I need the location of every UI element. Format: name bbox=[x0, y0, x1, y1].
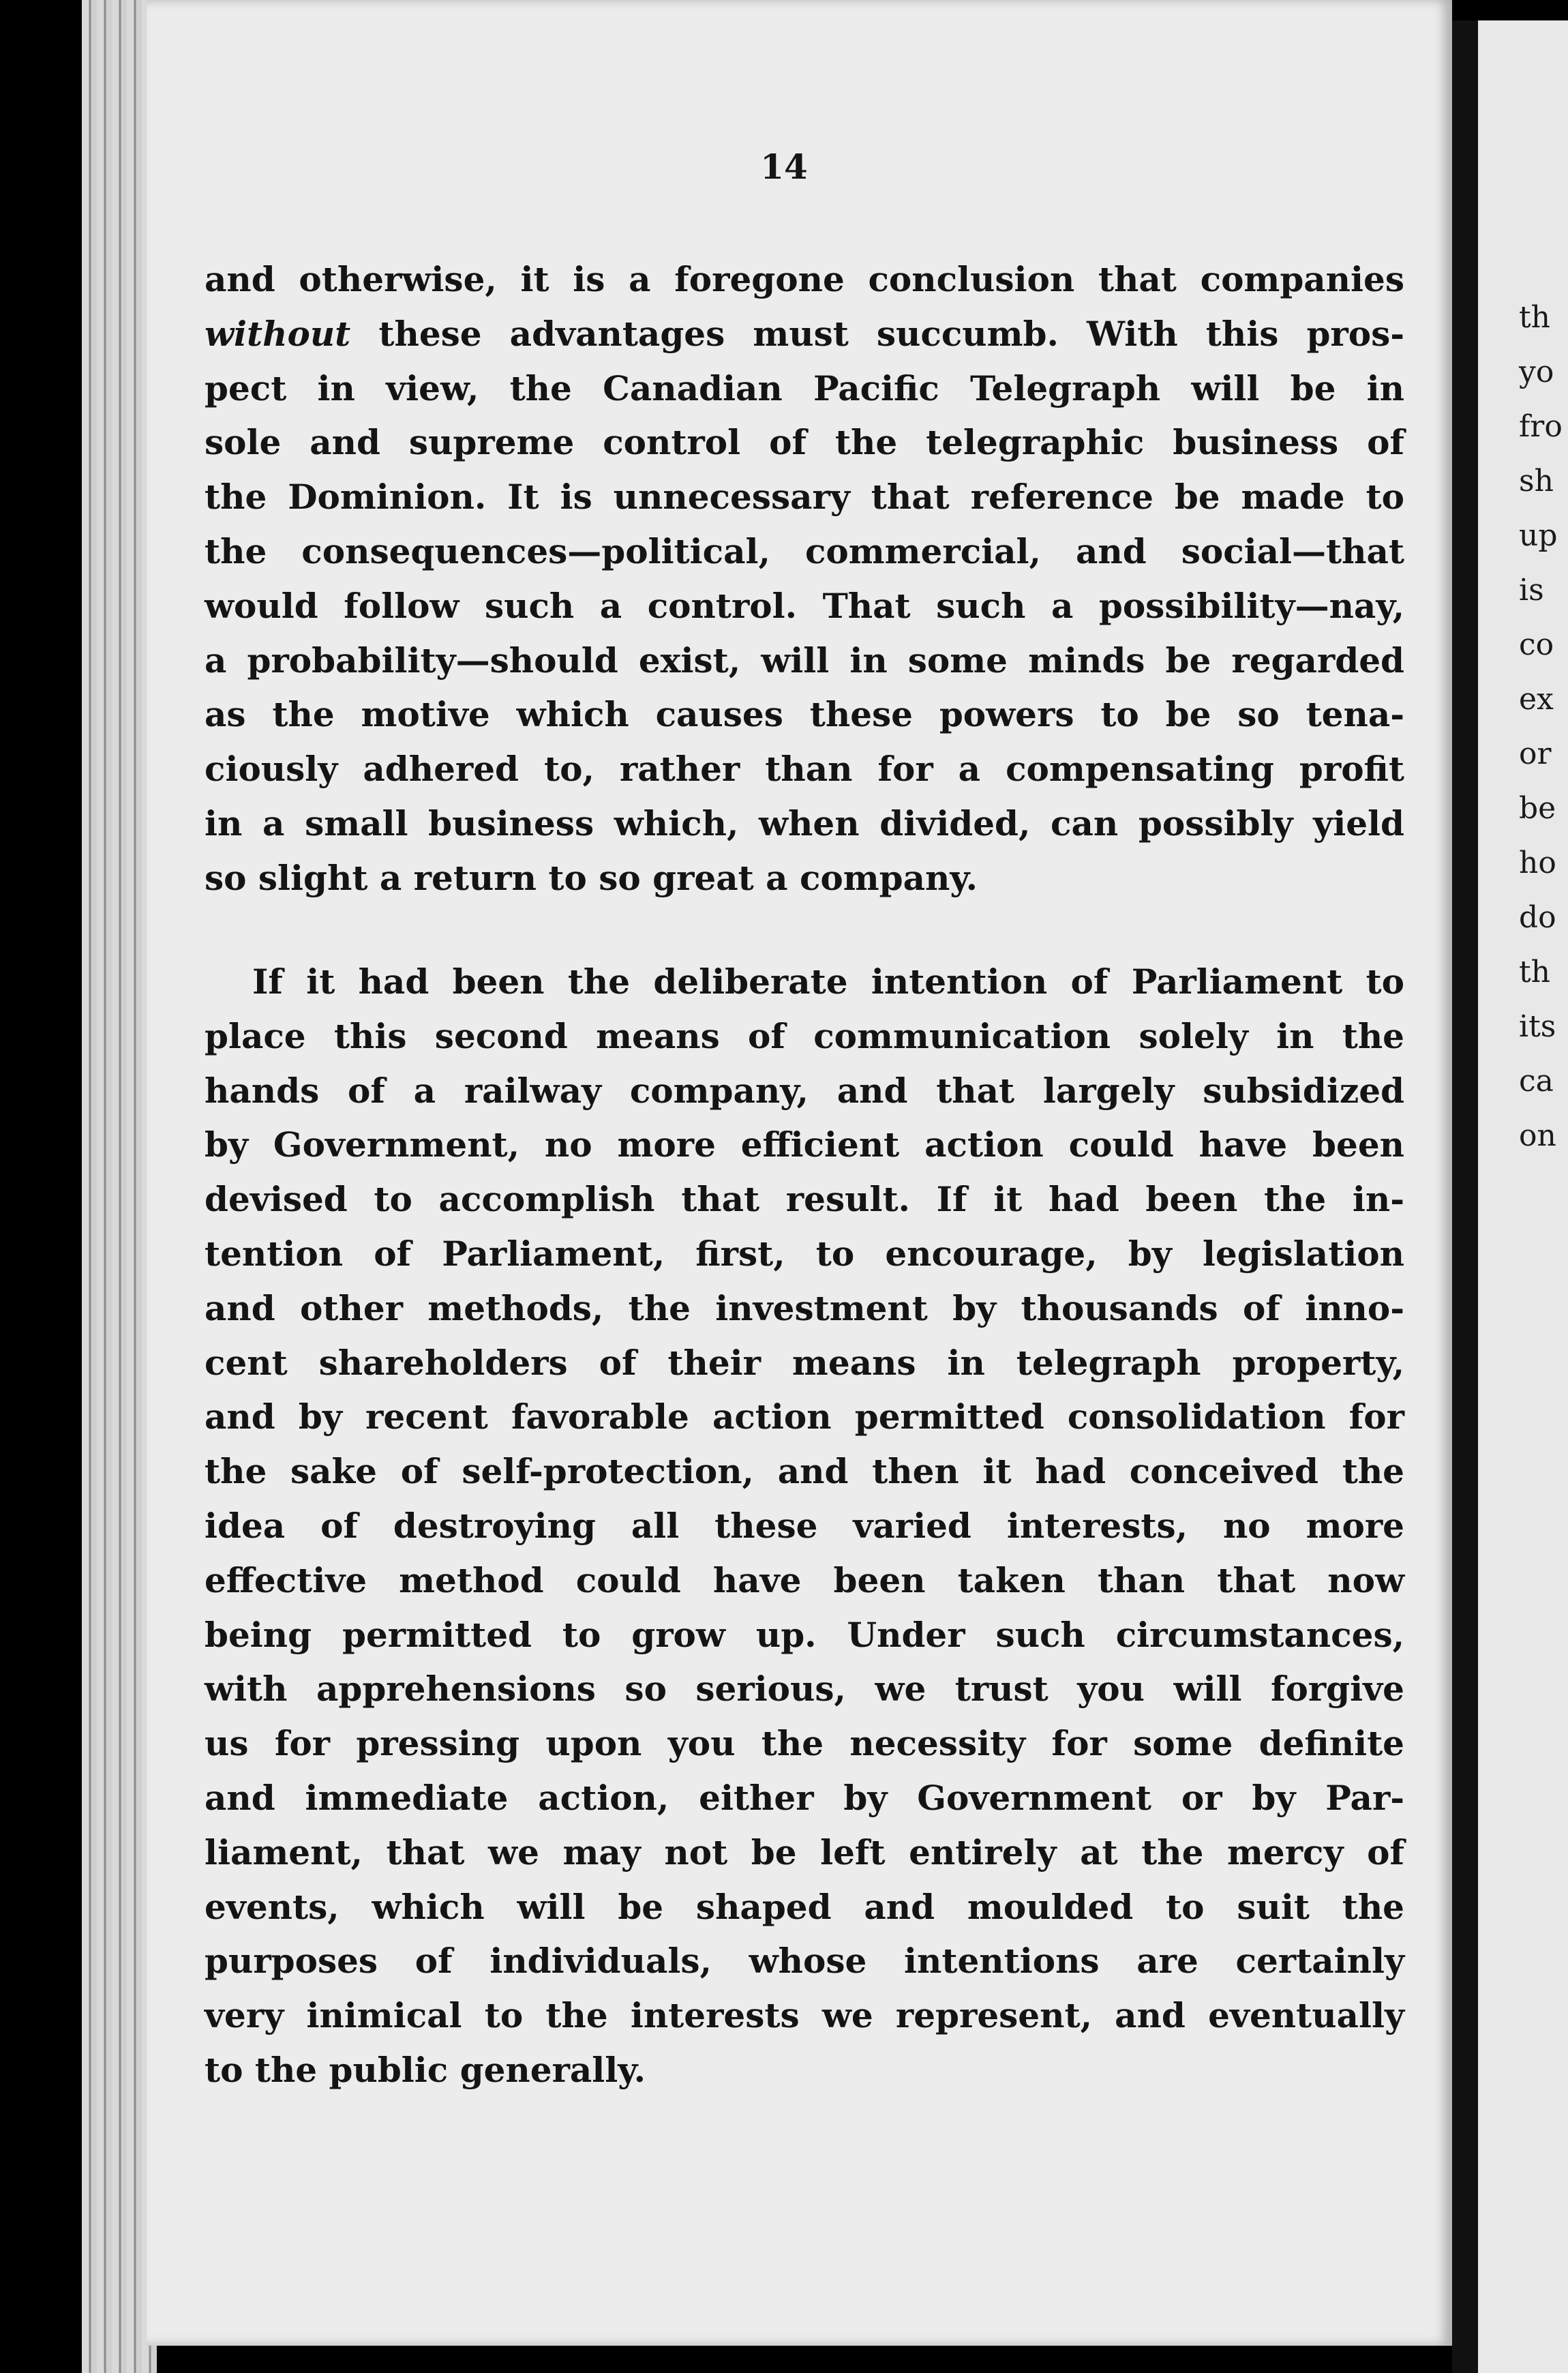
paragraph-1 bbox=[205, 252, 1404, 906]
facing-page-word: fro bbox=[1519, 409, 1563, 444]
book-gutter bbox=[1452, 20, 1478, 2373]
facing-page-word: ho bbox=[1519, 846, 1556, 880]
text-line: and otherwise, it is a foregone conclusion that companies bbox=[205, 259, 1404, 299]
text-line: events, which will be shaped and moulded to suit the bbox=[205, 1886, 1404, 1927]
text-line: If it had been the deliberate intention of Parliament to bbox=[252, 961, 1404, 1002]
text-line: idea of destroying all these varied interests, no more bbox=[205, 1505, 1404, 1546]
facing-page-word: ex bbox=[1519, 682, 1554, 717]
text-line: us for pressing upon you the necessity for some definite bbox=[205, 1723, 1404, 1764]
text-line: as the motive which causes these powers to be so tena- bbox=[205, 694, 1404, 735]
facing-page-word: co bbox=[1519, 627, 1554, 662]
text-line: and immediate action, either by Government or by Par- bbox=[205, 1777, 1404, 1818]
text-line bbox=[205, 307, 1404, 361]
text-line: would follow such a control. That such a possibility—nay, bbox=[205, 585, 1404, 626]
paragraph-2 bbox=[205, 955, 1404, 2098]
text-line: a probability—should exist, will in some minds be regarded bbox=[205, 640, 1404, 681]
facing-page-fragment bbox=[1478, 20, 1568, 2373]
text-line: being permitted to grow up. Under such circumstances, bbox=[205, 1614, 1404, 1655]
text-line: purposes of individuals, whose intentions are certainly bbox=[205, 1941, 1404, 1982]
text-line: and by recent favorable action permitted consolidation for bbox=[205, 1397, 1404, 1437]
text-line: with apprehensions so serious, we trust you will forgive bbox=[205, 1669, 1404, 1710]
text-line: devised to accomplish that result. If it had been the in- bbox=[205, 1179, 1404, 1220]
page-number: 14 bbox=[760, 147, 808, 187]
text-line: in a small business which, when divided, can possibly yield bbox=[205, 803, 1404, 844]
text-line: place this second means of communication solely in the bbox=[205, 1015, 1404, 1056]
text-line: ciously adhered to, rather than for a compensating profit bbox=[205, 749, 1404, 790]
text-line: cent shareholders of their means in telegraph property, bbox=[205, 1342, 1404, 1383]
text-line: by Government, no more efficient action could have been bbox=[205, 1124, 1404, 1165]
text-line: tention of Parliament, first, to encourage, by legislation bbox=[205, 1233, 1404, 1274]
text-line: liament, that we may not be left entirely at the mercy of bbox=[205, 1832, 1404, 1872]
text-line: the sake of self-protection, and then it had conceived the bbox=[205, 1451, 1404, 1492]
facing-page-word: do bbox=[1519, 900, 1556, 935]
facing-page-word: or bbox=[1519, 736, 1552, 771]
text-line-rest: these advantages must succumb. With this pros- bbox=[350, 313, 1404, 354]
facing-page-word: sh bbox=[1519, 464, 1554, 498]
facing-page-word: th bbox=[1519, 300, 1551, 335]
facing-page-word: be bbox=[1519, 791, 1556, 826]
text-line: very inimical to the interests we represent, and eventually bbox=[205, 1995, 1404, 2036]
text-line: hands of a railway company, and that largely subsidized bbox=[205, 1070, 1404, 1111]
text-line: the Dominion. It is unnecessary that reference be made to bbox=[205, 477, 1404, 518]
text-line: pect in view, the Canadian Pacific Telegraph will be in bbox=[205, 368, 1404, 408]
text-line: the consequences—political, commercial, and social—that bbox=[205, 531, 1404, 571]
facing-page-word: th bbox=[1519, 955, 1551, 989]
facing-page-word: ca bbox=[1519, 1064, 1554, 1099]
facing-page-word: up bbox=[1519, 518, 1558, 553]
facing-page-word: yo bbox=[1519, 355, 1554, 389]
facing-page-word: its bbox=[1519, 1009, 1556, 1044]
page-edges bbox=[82, 0, 157, 2373]
facing-page-word: on bbox=[1519, 1118, 1556, 1153]
text-line: sole and supreme control of the telegraphic business of bbox=[205, 422, 1404, 463]
facing-page-word: is bbox=[1519, 573, 1544, 608]
text-line: and other methods, the investment by thousands of inno- bbox=[205, 1287, 1404, 1328]
text-line: so slight a return to so great a company. bbox=[205, 857, 978, 898]
italic-word: without bbox=[205, 313, 351, 354]
text-line: effective method could have been taken than that now bbox=[205, 1559, 1404, 1600]
text-line: to the public generally. bbox=[205, 2049, 646, 2090]
